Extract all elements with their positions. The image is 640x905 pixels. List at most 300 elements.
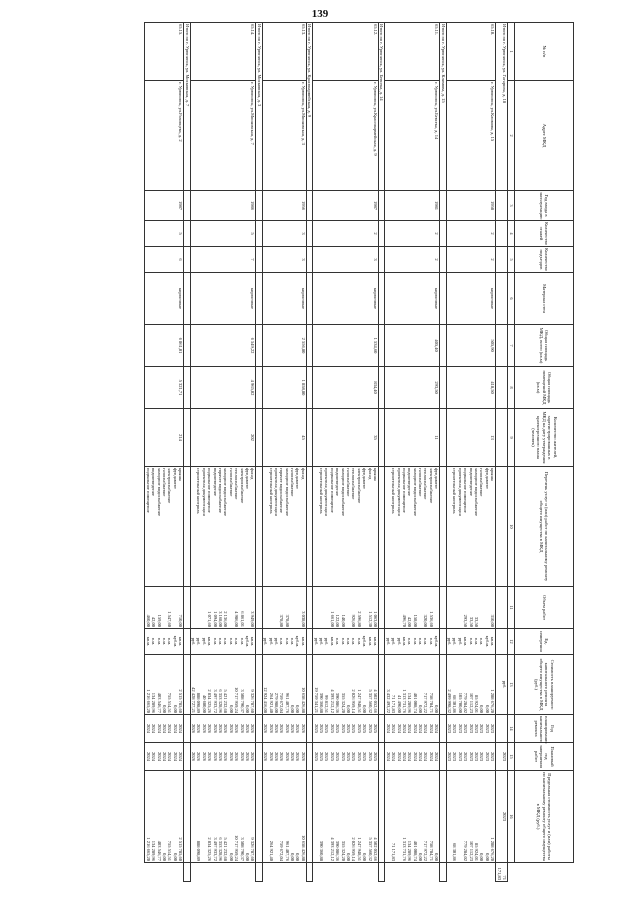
work-name-line: фундамент (362, 468, 368, 489)
work-unit-line: кв.м. (178, 636, 184, 647)
work-end-year-line: 2023 (457, 752, 463, 761)
work-volume-line (268, 588, 273, 627)
work-unit (190, 629, 256, 655)
work-name-line: крыша (178, 468, 184, 481)
work-cost-line: 2 499 998,32 (447, 689, 453, 713)
work-cost-line: 390 360,88 (319, 692, 325, 713)
work-cost-line: 5 357 560,32 (367, 689, 373, 713)
work-cost-line: 1 247 948,51 (356, 689, 362, 713)
work-cost-line: 717 972,22 (423, 692, 429, 713)
work-max-cost-line: 6 353 328,96 (217, 837, 223, 861)
work-unit-line: руб. (457, 637, 463, 646)
work-end-year (446, 743, 496, 771)
year-built: 1981 (385, 191, 440, 221)
work-name-line: водоотведение (468, 468, 474, 497)
work-end-year-line: 2024 (396, 752, 402, 761)
work-volume-line: 33,50 (468, 616, 474, 627)
wall-material: кирпичные (190, 273, 256, 325)
work-unit-line: руб. (324, 637, 330, 646)
column-header: Перечень услуг и (или) работ по капитальному ремонту общего имущества в МКД (515, 467, 574, 587)
work-volume-line (434, 588, 439, 627)
work-cost-line: 759 672,04 (279, 692, 285, 713)
column-header: Плановый год завершения работ (515, 743, 574, 771)
column-header: Предельная стоимость услуг и (или) работы по капитальному ремонту общего имущества в МКД (руб.) (515, 771, 574, 863)
work-name-line: газоснабжение (346, 468, 351, 497)
work-end-year-line: 2024 (156, 752, 162, 761)
work-end-year-line: 2026 (284, 752, 290, 761)
work-unit-line: п.м. (474, 637, 480, 646)
work-end-year-line: 2026 (263, 752, 269, 761)
column-header: Общая площадь МКД, всего (кв.м) (515, 325, 574, 367)
work-plan-year-line: 2023 (452, 724, 458, 733)
empty-cell (496, 467, 508, 587)
empty-cell (378, 191, 384, 221)
work-plan-year (145, 715, 184, 743)
entrances: 6 (145, 247, 184, 273)
work-name (313, 467, 379, 587)
work-max-cost-line: 0,00 (418, 853, 424, 861)
table-header (508, 23, 574, 882)
work-volume-line: 140,00 (340, 614, 346, 627)
work-end-year-line: 2024 (172, 752, 178, 761)
work-unit-line: п.м. (151, 637, 157, 646)
work-cost-line: 0,00 (362, 705, 368, 713)
work-name-line: фасад (367, 468, 373, 480)
empty-cell (184, 367, 190, 409)
work-unit-line: руб. (452, 637, 458, 646)
address: г. Урюпинск, ул.Бевсека, д. 14 (385, 81, 440, 191)
work-max-cost-line: 5 357 560,32 (367, 837, 373, 861)
total-year (306, 743, 312, 771)
work-name (262, 467, 306, 587)
empty-cell (184, 221, 190, 247)
work-max-cost (313, 771, 379, 863)
total-unit (378, 655, 384, 715)
work-end-year-line: 2023 (463, 752, 469, 761)
work-cost-line: 68 301,86 (452, 695, 458, 713)
total-year (378, 771, 384, 863)
area-premises: 418,50 (446, 367, 496, 409)
work-end-year-line: 2023 (452, 752, 458, 761)
work-end-year-line: 2026 (234, 752, 240, 761)
column-number: 16 (508, 771, 515, 863)
work-end-year-line: 2024 (178, 752, 184, 761)
work-name-line: газоснабжение (479, 468, 485, 497)
total-year (440, 771, 446, 863)
empty-cell (496, 247, 508, 273)
work-unit (145, 629, 184, 655)
work-plan-year-line: 2026 (212, 724, 218, 733)
work-name-line: фундамент (295, 468, 301, 489)
empty-cell (306, 247, 312, 273)
work-cost-line: 1 216 665,20 (145, 689, 151, 713)
work-name-line: фундамент (244, 468, 250, 489)
year-built: 1987 (145, 191, 184, 221)
work-name-line: газоснабжение (290, 468, 296, 497)
work-name-line: подвальное помещение (207, 468, 213, 513)
work-volume-line (396, 588, 401, 627)
empty-cell (184, 247, 190, 273)
work-unit-line: куб.м. (434, 635, 440, 648)
work-name (385, 467, 440, 587)
row-number: 65.13. (262, 23, 306, 81)
work-cost-line: 779 284,02 (463, 692, 469, 713)
empty-cell (256, 715, 262, 743)
work-plan-year-line: 2023 (447, 724, 453, 733)
work-name-line: проектная документация (273, 468, 279, 516)
column-number: 3 (508, 191, 515, 221)
empty-cell (306, 325, 312, 367)
work-unit-line: руб. (273, 637, 279, 646)
work-cost-line: 755 514,51 (167, 692, 173, 713)
work-volume-line: 42,00 (151, 616, 157, 627)
work-cost-line: 6 353 328,96 (217, 689, 223, 713)
work-unit-line: руб. (319, 637, 325, 646)
work-max-cost-line: 755 514,51 (167, 840, 173, 861)
wall-material: кирпичные (385, 273, 440, 325)
total-value (378, 863, 384, 882)
work-unit-line: куб.м. (484, 635, 490, 648)
work-cost-line: 961 407,76 (284, 692, 290, 713)
work-unit-line: п.м. (228, 637, 234, 646)
work-cost (446, 655, 496, 715)
work-plan-year-line: 2024 (162, 724, 168, 733)
work-end-year-line: 2025 (362, 752, 368, 761)
work-volume-line: 42,00 (407, 616, 413, 627)
work-plan-year-line: 2025 (340, 724, 346, 733)
work-end-year (262, 743, 306, 771)
work-plan-year-line: 2026 (268, 724, 274, 733)
empty-cell (184, 715, 190, 743)
work-max-cost-line: 2 515 785,60 (178, 837, 184, 861)
work-volume (313, 587, 379, 629)
work-end-year-line: 2026 (217, 752, 223, 761)
work-plan-year-line: 2025 (367, 724, 373, 733)
column-header: Адрес МКД (515, 81, 574, 191)
work-cost-line: 3 497 933,72 (212, 689, 218, 713)
work-cost-line: 107 112,23 (468, 692, 474, 713)
work-plan-year-line: 2024 (396, 724, 402, 733)
work-unit-line: п.м. (239, 637, 245, 646)
total-row (184, 23, 190, 882)
page-number: 139 (311, 8, 329, 20)
work-max-cost-line: 0,00 (484, 853, 490, 861)
work-plan-year (313, 715, 379, 743)
work-volume-line (263, 588, 268, 627)
work-plan-year-line: 2026 (263, 724, 269, 733)
work-max-cost-line: 71 171,83 (391, 843, 397, 861)
work-plan-year-line: 2026 (300, 724, 306, 733)
work-cost (385, 655, 440, 715)
work-unit-line: п.м. (428, 637, 434, 646)
column-header: Общая площадь помещений МКД (кв.м) (515, 367, 574, 409)
work-name-line: строительный контроль (319, 468, 325, 514)
empty-cell (306, 191, 312, 221)
empty-cell (306, 409, 312, 467)
total-label: Итого по г. Урюпинск, ул. Красноармейская, д. 9 (306, 23, 312, 191)
work-plan-year-line: 2025 (356, 724, 362, 733)
work-cost-line: 134 289,96 (407, 692, 413, 713)
work-max-cost-line: 1 313 731,76 (401, 837, 407, 861)
work-end-year-line: 2026 (300, 752, 306, 761)
work-name-line: холодное водоснабжение (412, 468, 418, 517)
work-cost-line: 0,00 (479, 705, 485, 713)
empty-cell (378, 367, 384, 409)
work-unit (262, 629, 306, 655)
work-max-cost-line: 10 658 426,88 (300, 835, 306, 861)
empty-cell (496, 221, 508, 247)
work-plan-year-line: 2026 (295, 724, 301, 733)
floors: 2 (385, 221, 440, 247)
total-value (440, 863, 446, 882)
work-plan-year-line: 2025 (351, 724, 357, 733)
total-row (306, 23, 312, 882)
work-plan-year (190, 715, 256, 743)
work-max-cost (446, 771, 496, 863)
work-unit-line: руб. (396, 637, 402, 646)
total-row (256, 23, 262, 882)
capital-repair-table (145, 22, 575, 882)
work-unit-line: п.м. (340, 637, 346, 646)
work-unit-line: кв.м. (367, 636, 373, 647)
work-max-cost-line: 401 008,74 (412, 840, 418, 861)
work-unit (313, 629, 379, 655)
work-max-cost-line: 264 921,40 (268, 840, 274, 861)
work-end-year-line: 2025 (319, 752, 325, 761)
empty-cell (256, 587, 262, 629)
work-cost (313, 655, 379, 715)
work-max-cost-line: 0,00 (295, 853, 301, 861)
residents: 13 (446, 409, 496, 467)
work-plan-year-line: 2026 (279, 724, 285, 733)
work-cost-line: 9 326 787,60 (250, 689, 256, 713)
work-unit-line: п.м. (212, 637, 218, 646)
work-cost-line: 85 924,01 (474, 695, 480, 713)
work-plan-year-line: 2024 (385, 724, 391, 733)
row-number: 65.12. (313, 23, 379, 81)
work-name-line: фундамент (172, 468, 178, 489)
column-number: 9 (508, 409, 515, 467)
building-row (446, 23, 496, 882)
work-max-cost-line: 9 326 787,60 (250, 837, 256, 861)
total-year (256, 771, 262, 863)
empty-cell (306, 367, 312, 409)
work-name-line: проектная документация (324, 468, 330, 516)
empty-cell (184, 587, 190, 629)
work-name-line: водоотведение (335, 468, 341, 497)
work-volume-line (484, 588, 489, 627)
work-plan-year-line: 2026 (196, 724, 202, 733)
work-volume-line: 2 136,00 (223, 611, 229, 627)
work-max-cost-line: 0,00 (162, 853, 168, 861)
work-volume-line: 159,00 (156, 614, 162, 627)
empty-cell (378, 467, 384, 587)
work-unit-line: п.м. (162, 637, 168, 646)
work-unit-line: п.м. (284, 637, 290, 646)
work-name-line: крыша (490, 468, 496, 481)
empty-cell (256, 325, 262, 367)
work-plan-year-line: 2024 (423, 724, 429, 733)
work-plan-year-line: 2025 (329, 724, 335, 733)
work-cost-line: 0,00 (162, 705, 168, 713)
work-max-cost-line: 779 284,02 (463, 840, 469, 861)
work-end-year-line: 2024 (423, 752, 429, 761)
work-name-line: проектная документация (457, 468, 463, 516)
work-end-year-line: 2024 (418, 752, 424, 761)
work-end-year-line: 2023 (479, 752, 485, 761)
building-row (385, 23, 440, 882)
work-max-cost-line: 0,00 (479, 853, 485, 861)
work-end-year-line: 2023 (447, 752, 453, 761)
total-year: 2023 (496, 743, 508, 771)
column-header: Год ввода в эксплуатацию (515, 191, 574, 221)
work-cost-line: 134 289,96 (151, 692, 157, 713)
work-max-cost-line (385, 772, 390, 861)
total-unit: руб. (496, 655, 508, 715)
address: г. Урюпинск, ул.Московская, д. 3 (262, 81, 306, 191)
address: г. Урюпинск, ул.Московская, д. 7 (190, 81, 256, 191)
work-cost (190, 655, 256, 715)
work-unit-line: куб.м. (244, 635, 250, 648)
work-cost-line: 758 784,71 (428, 692, 434, 713)
work-volume-line: 320,00 (423, 614, 429, 627)
work-end-year-line: 2023 (490, 752, 496, 761)
work-end-year-line: 2025 (329, 752, 335, 761)
work-name-line: газоснабжение (162, 468, 168, 497)
column-header: Материал стен (515, 273, 574, 325)
work-plan-year-line: 2026 (228, 724, 234, 733)
work-cost-line: 3 432 493,22 (385, 689, 391, 713)
total-value (184, 863, 190, 882)
work-plan-year-line: 2023 (479, 724, 485, 733)
work-end-year-line: 2023 (474, 752, 480, 761)
work-end-year (190, 743, 256, 771)
work-volume-line: 710,00 (178, 614, 184, 627)
work-unit-line: п.м. (156, 637, 162, 646)
area-total: 1 534,60 (313, 325, 379, 367)
work-volume-line: 460,00 (145, 614, 151, 627)
work-name-line: строительный контроль (268, 468, 274, 514)
work-name-line: подвальное помещение (463, 468, 469, 513)
work-cost-line: 0,00 (484, 705, 490, 713)
work-name-line: теплоснабжение (423, 468, 429, 500)
work-cost-line: 0,00 (290, 705, 296, 713)
building-row (190, 23, 256, 882)
work-unit (385, 629, 440, 655)
work-max-cost-line: 355 324,20 (340, 840, 346, 861)
empty-cell (306, 587, 312, 629)
work-end-year-line: 2026 (273, 752, 279, 761)
work-max-cost (145, 771, 184, 863)
work-unit-line: руб. (263, 637, 269, 646)
empty-cell (440, 325, 446, 367)
work-end-year-line: 2024 (385, 752, 391, 761)
entrances: 7 (190, 247, 256, 273)
work-cost (145, 655, 184, 715)
work-end-year-line: 2025 (356, 752, 362, 761)
column-header: Количество подъездов (515, 247, 574, 273)
work-max-cost-line: 0,00 (434, 853, 440, 861)
work-volume-line: 2 596,80 (356, 611, 362, 627)
work-plan-year-line: 2026 (201, 724, 207, 733)
area-premises: 834,40 (313, 367, 379, 409)
work-name-line (385, 468, 390, 585)
work-cost-line: 2 026 959,14 (351, 689, 357, 713)
work-max-cost-line: 3 508 790,37 (239, 837, 245, 861)
work-volume-line: 293,50 (463, 614, 469, 627)
work-max-cost-line: 0,00 (290, 853, 296, 861)
work-volume-line (313, 588, 318, 627)
work-volume-line: 122,00 (335, 614, 341, 627)
work-plan-year-line: 2025 (362, 724, 368, 733)
work-max-cost-line: 5 421 232,68 (223, 837, 229, 861)
column-number: 13 (508, 655, 515, 715)
empty-cell (378, 221, 384, 247)
work-name-line: строительный контроль (452, 468, 458, 514)
work-end-year-line: 2025 (372, 752, 378, 761)
column-header: Объем работ (515, 587, 574, 629)
work-plan-year-line: 2024 (401, 724, 407, 733)
work-end-year (145, 743, 184, 771)
empty-cell (256, 367, 262, 409)
work-plan-year-line: 2026 (207, 724, 213, 733)
empty-cell (306, 273, 312, 325)
empty-cell (496, 273, 508, 325)
work-plan-year-line: 2026 (273, 724, 279, 733)
floors: 5 (145, 221, 184, 247)
area-total: 2 556,80 (262, 325, 306, 367)
work-max-cost-line: 0,00 (172, 853, 178, 861)
work-plan-year-line: 2025 (372, 724, 378, 733)
work-plan-year-line: 2024 (434, 724, 440, 733)
year-built: 1987 (313, 191, 379, 221)
column-header: Количество этажей (515, 221, 574, 247)
work-end-year-line: 2025 (367, 752, 373, 761)
work-cost-line: 4 502 052,66 (372, 689, 378, 713)
work-max-cost-line: 1 247 948,51 (356, 837, 362, 861)
work-volume (385, 587, 440, 629)
work-name-line: холодное водоснабжение (156, 468, 162, 517)
total-year (184, 743, 190, 771)
work-unit-line: п.м. (412, 637, 418, 646)
work-end-year-line: 2025 (313, 752, 319, 761)
work-cost-line: 0,00 (172, 705, 178, 713)
building-row (313, 23, 379, 882)
empty-cell (378, 247, 384, 273)
empty-cell (184, 409, 190, 467)
work-name-line: электроснабжение (167, 468, 173, 504)
work-name-line: водоотведение (407, 468, 413, 497)
work-cost-line: 0,00 (228, 705, 234, 713)
work-max-cost-line: 85 924,01 (474, 843, 480, 861)
work-cost-line: 99 812,51 (324, 695, 330, 713)
wall-material: кирпичные (262, 273, 306, 325)
year-built: 1958 (446, 191, 496, 221)
floors: 5 (190, 221, 256, 247)
work-cost-line: 279 988,00 (273, 692, 279, 713)
residents: 35 (313, 409, 379, 467)
work-plan-year-line: 2024 (412, 724, 418, 733)
total-label: Итого по г. Урюпинск, ул. Гагарина, д. 18 (496, 23, 508, 191)
work-cost-line: 10 658 426,88 (300, 687, 306, 713)
work-max-cost-line: 3 497 933,72 (212, 837, 218, 861)
work-name (145, 467, 184, 587)
entrances: 3 (262, 247, 306, 273)
work-max-cost-line: 10 717 959,24 (234, 835, 240, 861)
total-row (440, 23, 446, 882)
work-volume-line (228, 588, 233, 627)
work-plan-year-line: 2024 (151, 724, 157, 733)
